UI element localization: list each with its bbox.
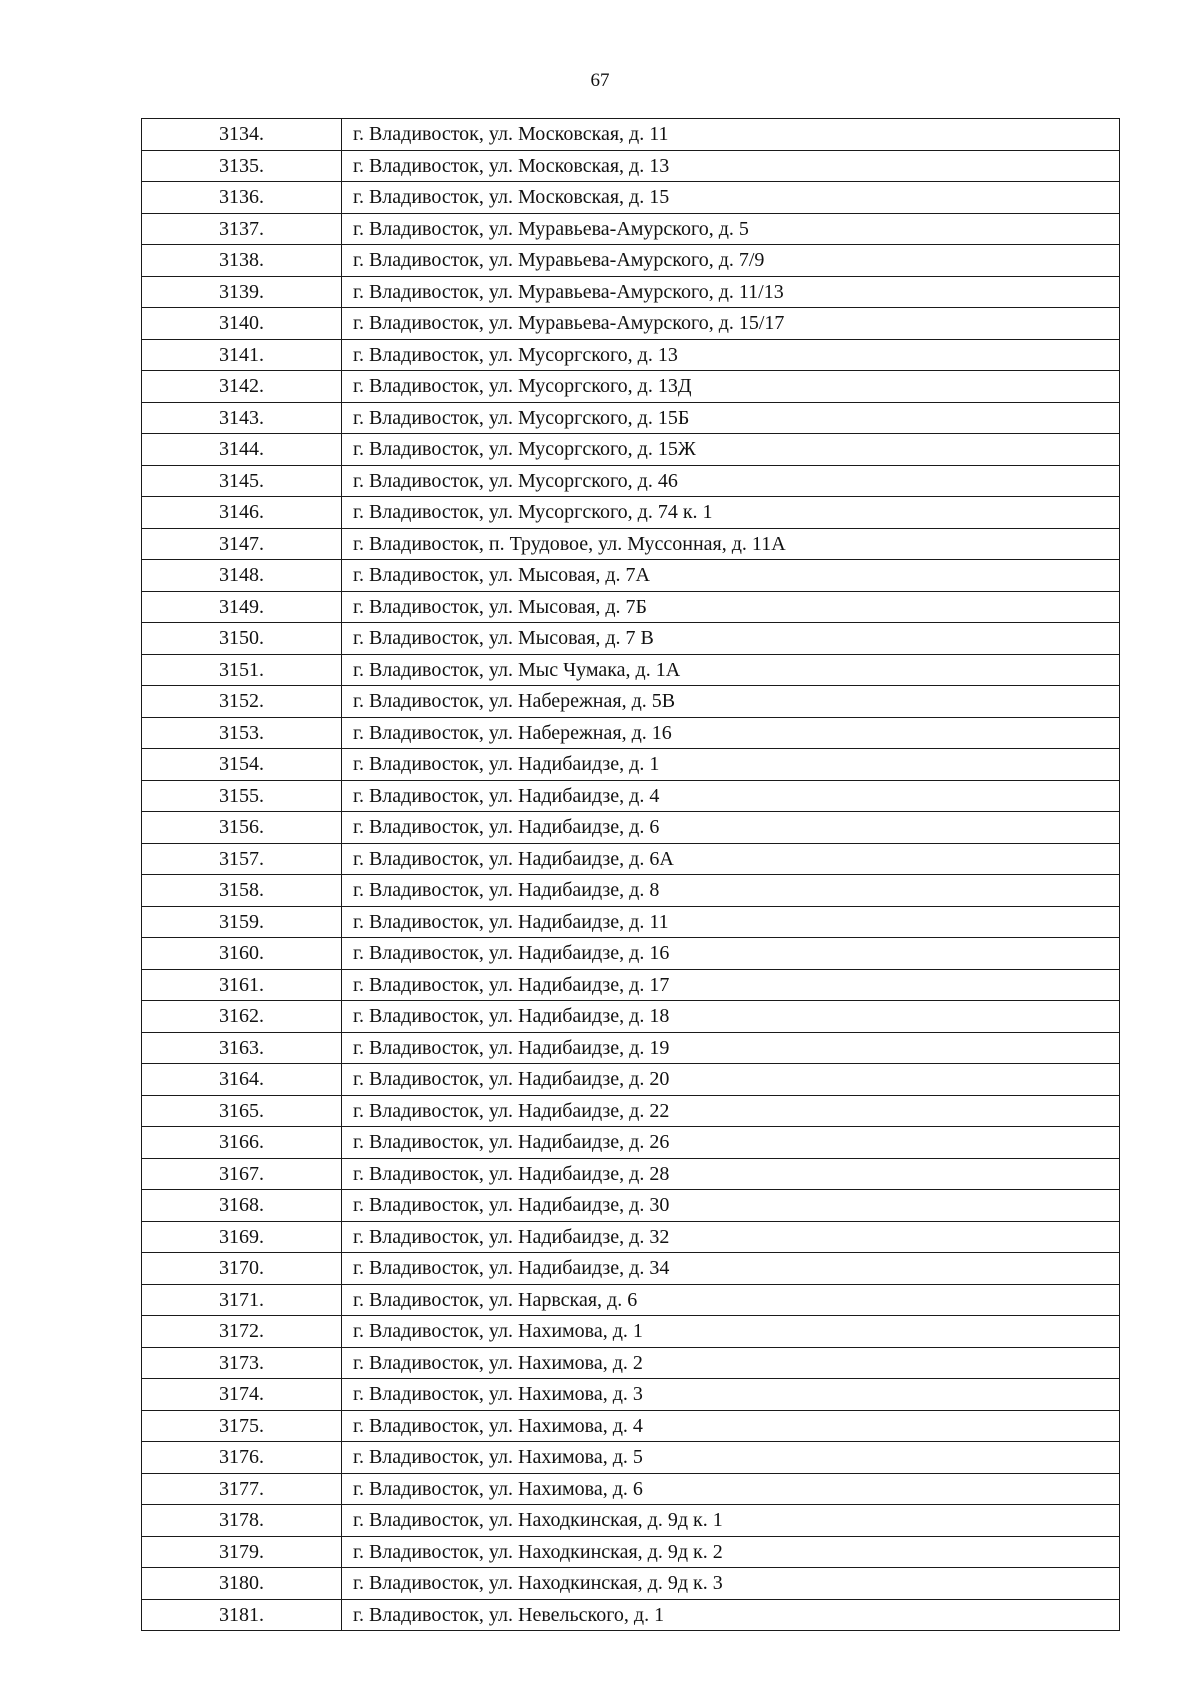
table-row	[142, 213, 1120, 245]
table-row	[142, 969, 1120, 1001]
row-number-cell: 3162.	[142, 1001, 342, 1033]
row-number-cell: 3181.	[142, 1599, 342, 1631]
row-number-cell: 3179.	[142, 1536, 342, 1568]
address-cell: г. Владивосток, ул. Надибаидзе, д. 1	[342, 749, 1120, 781]
address-cell: г. Владивосток, ул. Московская, д. 13	[342, 150, 1120, 182]
address-cell: г. Владивосток, ул. Надибаидзе, д. 28	[342, 1158, 1120, 1190]
row-number-cell: 3172.	[142, 1316, 342, 1348]
table-row	[142, 1536, 1120, 1568]
row-number-cell: 3164.	[142, 1064, 342, 1096]
row-number-cell: 3169.	[142, 1221, 342, 1253]
table-row	[142, 1316, 1120, 1348]
row-number-cell: 3146.	[142, 497, 342, 529]
address-cell: г. Владивосток, ул. Нахимова, д. 4	[342, 1410, 1120, 1442]
address-cell: г. Владивосток, ул. Надибаидзе, д. 11	[342, 906, 1120, 938]
address-cell: г. Владивосток, ул. Надибаидзе, д. 16	[342, 938, 1120, 970]
address-table	[141, 118, 1120, 1631]
row-number-cell: 3159.	[142, 906, 342, 938]
row-number-cell: 3134.	[142, 119, 342, 151]
address-cell: г. Владивосток, ул. Нарвская, д. 6	[342, 1284, 1120, 1316]
row-number-cell: 3138.	[142, 245, 342, 277]
row-number-cell: 3140.	[142, 308, 342, 340]
row-number-cell: 3135.	[142, 150, 342, 182]
address-cell: г. Владивосток, ул. Надибаидзе, д. 20	[342, 1064, 1120, 1096]
page-number: 67	[590, 70, 610, 91]
table-row	[142, 339, 1120, 371]
row-number-cell: 3142.	[142, 371, 342, 403]
address-cell: г. Владивосток, ул. Невельского, д. 1	[342, 1599, 1120, 1631]
row-number-cell: 3155.	[142, 780, 342, 812]
address-cell: г. Владивосток, ул. Надибаидзе, д. 32	[342, 1221, 1120, 1253]
table-row	[142, 560, 1120, 592]
table-row	[142, 245, 1120, 277]
address-cell: г. Владивосток, ул. Мысовая, д. 7А	[342, 560, 1120, 592]
table-row	[142, 1158, 1120, 1190]
address-cell: г. Владивосток, ул. Нахимова, д. 1	[342, 1316, 1120, 1348]
address-cell: г. Владивосток, ул. Мусоргского, д. 74 к. 1	[342, 497, 1120, 529]
address-cell: г. Владивосток, ул. Надибаидзе, д. 26	[342, 1127, 1120, 1159]
address-cell: г. Владивосток, ул. Муравьева-Амурского, д. 7/9	[342, 245, 1120, 277]
table-row	[142, 276, 1120, 308]
row-number-cell: 3145.	[142, 465, 342, 497]
address-cell: г. Владивосток, ул. Надибаидзе, д. 6	[342, 812, 1120, 844]
address-cell: г. Владивосток, ул. Нахимова, д. 5	[342, 1442, 1120, 1474]
address-cell: г. Владивосток, ул. Надибаидзе, д. 17	[342, 969, 1120, 1001]
address-cell: г. Владивосток, ул. Находкинская, д. 9д к. 2	[342, 1536, 1120, 1568]
table-row	[142, 182, 1120, 214]
row-number-cell: 3171.	[142, 1284, 342, 1316]
table-row	[142, 780, 1120, 812]
row-number-cell: 3175.	[142, 1410, 342, 1442]
row-number-cell: 3178.	[142, 1505, 342, 1537]
row-number-cell: 3166.	[142, 1127, 342, 1159]
row-number-cell: 3161.	[142, 969, 342, 1001]
table-row	[142, 150, 1120, 182]
table-row	[142, 1190, 1120, 1222]
table-row	[142, 906, 1120, 938]
address-cell: г. Владивосток, ул. Мысовая, д. 7Б	[342, 591, 1120, 623]
table-row	[142, 843, 1120, 875]
row-number-cell: 3153.	[142, 717, 342, 749]
address-cell: г. Владивосток, ул. Надибаидзе, д. 4	[342, 780, 1120, 812]
address-cell: г. Владивосток, ул. Надибаидзе, д. 30	[342, 1190, 1120, 1222]
table-row	[142, 1284, 1120, 1316]
row-number-cell: 3147.	[142, 528, 342, 560]
row-number-cell: 3177.	[142, 1473, 342, 1505]
address-cell: г. Владивосток, ул. Надибаидзе, д. 6А	[342, 843, 1120, 875]
table-row	[142, 1127, 1120, 1159]
row-number-cell: 3143.	[142, 402, 342, 434]
table-row	[142, 1410, 1120, 1442]
address-cell: г. Владивосток, ул. Надибаидзе, д. 18	[342, 1001, 1120, 1033]
row-number-cell: 3148.	[142, 560, 342, 592]
address-cell: г. Владивосток, ул. Муравьева-Амурского, д. 11/13	[342, 276, 1120, 308]
address-cell: г. Владивосток, ул. Муравьева-Амурского, д. 15/17	[342, 308, 1120, 340]
table-row	[142, 1379, 1120, 1411]
address-cell: г. Владивосток, ул. Мусоргского, д. 46	[342, 465, 1120, 497]
address-cell: г. Владивосток, ул. Надибаидзе, д. 19	[342, 1032, 1120, 1064]
row-number-cell: 3156.	[142, 812, 342, 844]
address-cell: г. Владивосток, ул. Московская, д. 11	[342, 119, 1120, 151]
row-number-cell: 3157.	[142, 843, 342, 875]
table-row	[142, 623, 1120, 655]
address-cell: г. Владивосток, ул. Нахимова, д. 3	[342, 1379, 1120, 1411]
table-row	[142, 1347, 1120, 1379]
table-row	[142, 749, 1120, 781]
row-number-cell: 3163.	[142, 1032, 342, 1064]
table-row	[142, 1473, 1120, 1505]
address-cell: г. Владивосток, ул. Надибаидзе, д. 22	[342, 1095, 1120, 1127]
table-row	[142, 591, 1120, 623]
address-cell: г. Владивосток, ул. Московская, д. 15	[342, 182, 1120, 214]
table-row	[142, 497, 1120, 529]
table-row	[142, 528, 1120, 560]
address-cell: г. Владивосток, ул. Мысовая, д. 7 В	[342, 623, 1120, 655]
row-number-cell: 3180.	[142, 1568, 342, 1600]
row-number-cell: 3158.	[142, 875, 342, 907]
table-row	[142, 1599, 1120, 1631]
table-row	[142, 1568, 1120, 1600]
row-number-cell: 3154.	[142, 749, 342, 781]
address-cell: г. Владивосток, ул. Мусоргского, д. 13Д	[342, 371, 1120, 403]
table-row	[142, 1032, 1120, 1064]
table-row	[142, 402, 1120, 434]
row-number-cell: 3150.	[142, 623, 342, 655]
table-row	[142, 1253, 1120, 1285]
address-cell: г. Владивосток, ул. Нахимова, д. 6	[342, 1473, 1120, 1505]
row-number-cell: 3170.	[142, 1253, 342, 1285]
table-row	[142, 308, 1120, 340]
row-number-cell: 3144.	[142, 434, 342, 466]
address-cell: г. Владивосток, ул. Находкинская, д. 9д к. 3	[342, 1568, 1120, 1600]
address-cell: г. Владивосток, ул. Набережная, д. 5В	[342, 686, 1120, 718]
row-number-cell: 3174.	[142, 1379, 342, 1411]
row-number-cell: 3139.	[142, 276, 342, 308]
address-cell: г. Владивосток, п. Трудовое, ул. Муссонная, д. 11А	[342, 528, 1120, 560]
table-row	[142, 371, 1120, 403]
row-number-cell: 3165.	[142, 1095, 342, 1127]
table-row	[142, 812, 1120, 844]
table-row	[142, 1064, 1120, 1096]
address-cell: г. Владивосток, ул. Муравьева-Амурского, д. 5	[342, 213, 1120, 245]
table-row	[142, 1221, 1120, 1253]
row-number-cell: 3149.	[142, 591, 342, 623]
row-number-cell: 3152.	[142, 686, 342, 718]
table-row	[142, 686, 1120, 718]
row-number-cell: 3151.	[142, 654, 342, 686]
address-cell: г. Владивосток, ул. Надибаидзе, д. 8	[342, 875, 1120, 907]
address-cell: г. Владивосток, ул. Нахимова, д. 2	[342, 1347, 1120, 1379]
row-number-cell: 3173.	[142, 1347, 342, 1379]
table-row	[142, 938, 1120, 970]
address-cell: г. Владивосток, ул. Набережная, д. 16	[342, 717, 1120, 749]
address-cell: г. Владивосток, ул. Мыс Чумака, д. 1А	[342, 654, 1120, 686]
table-row	[142, 1095, 1120, 1127]
address-table-body	[142, 119, 1120, 1631]
address-cell: г. Владивосток, ул. Мусоргского, д. 15Б	[342, 402, 1120, 434]
address-cell: г. Владивосток, ул. Мусоргского, д. 15Ж	[342, 434, 1120, 466]
address-cell: г. Владивосток, ул. Мусоргского, д. 13	[342, 339, 1120, 371]
table-row	[142, 1442, 1120, 1474]
address-cell: г. Владивосток, ул. Находкинская, д. 9д к. 1	[342, 1505, 1120, 1537]
table-row	[142, 875, 1120, 907]
row-number-cell: 3136.	[142, 182, 342, 214]
row-number-cell: 3167.	[142, 1158, 342, 1190]
table-row	[142, 717, 1120, 749]
table-row	[142, 434, 1120, 466]
table-row	[142, 465, 1120, 497]
table-row	[142, 119, 1120, 151]
row-number-cell: 3137.	[142, 213, 342, 245]
address-cell: г. Владивосток, ул. Надибаидзе, д. 34	[342, 1253, 1120, 1285]
row-number-cell: 3160.	[142, 938, 342, 970]
row-number-cell: 3141.	[142, 339, 342, 371]
row-number-cell: 3176.	[142, 1442, 342, 1474]
table-row	[142, 1505, 1120, 1537]
table-row	[142, 1001, 1120, 1033]
table-row	[142, 654, 1120, 686]
row-number-cell: 3168.	[142, 1190, 342, 1222]
